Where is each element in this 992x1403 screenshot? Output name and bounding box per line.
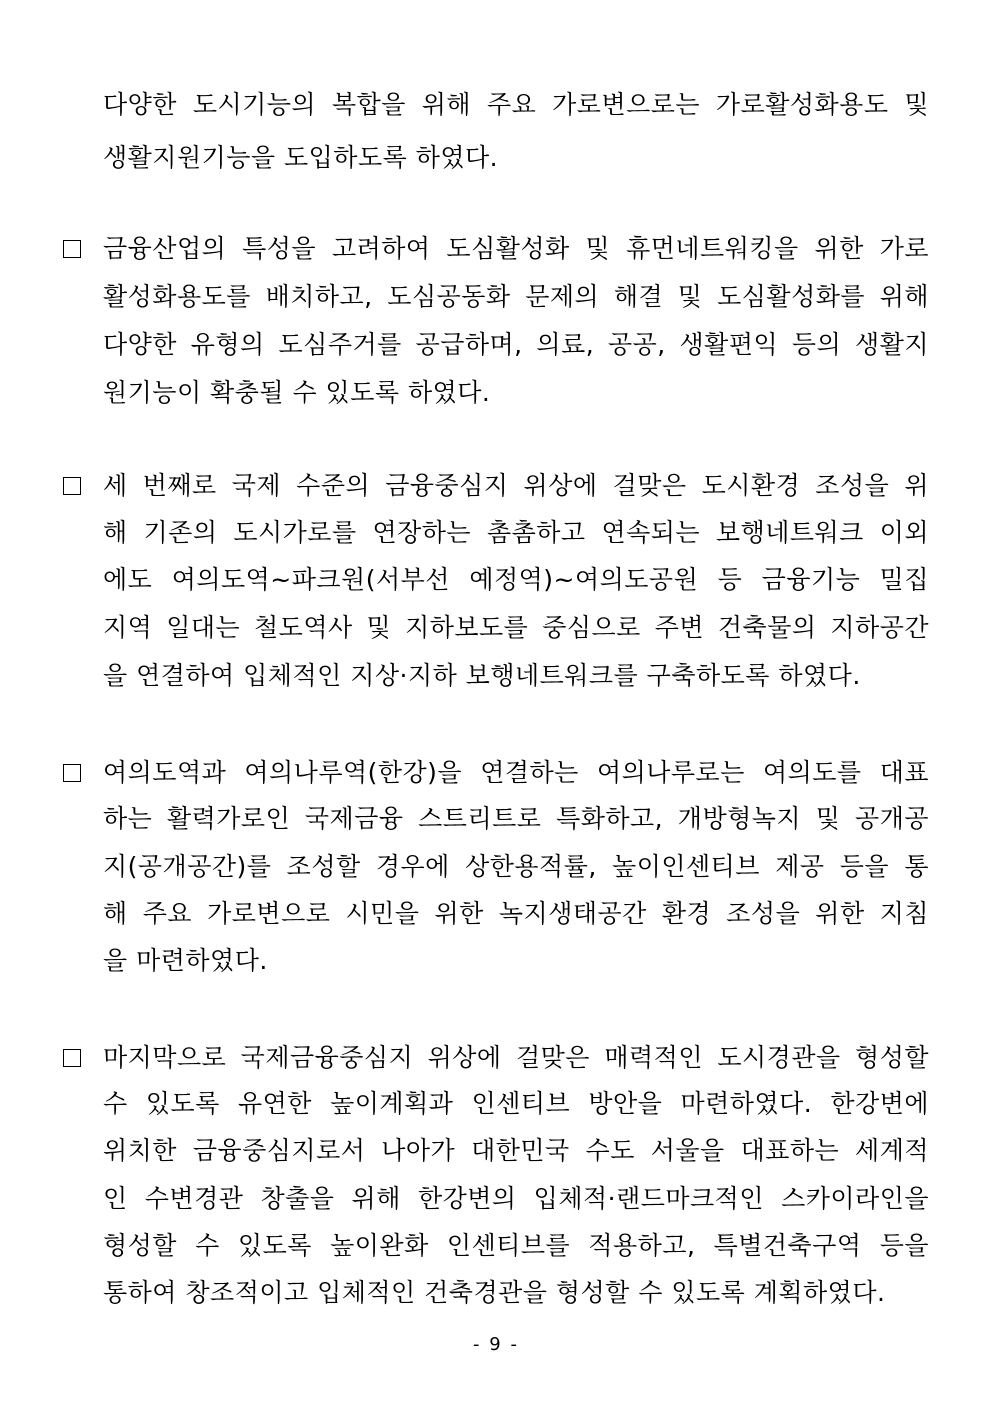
paragraph-line: 마지막으로 국제금융중심지 위상에 걸맞은 매력적인 도시경관을 형성할 [103,1043,929,1072]
paragraph-line: 다양한 유형의 도심주거를 공급하며, 의료, 공공, 생활편익 등의 생활지 [103,330,929,359]
paragraph-line: 통하여 창조적이고 입체적인 건축경관을 형성할 수 있도록 계획하였다. [103,1278,886,1307]
checkbox-bullet [63,764,81,782]
paragraph-line: 해 주요 가로변으로 시민을 위한 녹지생태공간 환경 조성을 위한 지침 [103,899,929,928]
paragraph-line: 에도 여의도역~파크원(서부선 예정역)~여의도공원 등 금융기능 밀집 [103,565,929,594]
paragraph-line: 형성할 수 있도록 높이완화 인센티브를 적용하고, 특별건축구역 등을 [103,1231,929,1260]
paragraph-line: 지(공개공간)를 조성할 경우에 상한용적률, 높이인센티브 제공 등을 통 [103,852,929,881]
paragraph-line: 원기능이 확충될 수 있도록 하였다. [103,378,491,407]
paragraph-line: 수 있도록 유연한 높이계획과 인센티브 방안을 마련하였다. 한강변에 [103,1089,929,1118]
paragraph-line: 인 수변경관 창출을 위해 한강변의 입체적·랜드마크적인 스카이라인을 [103,1184,929,1213]
paragraph-line: 을 마련하였다. [103,946,268,975]
paragraph-line: 해 기존의 도시가로를 연장하는 촘촘하고 연속되는 보행네트워크 이외 [103,518,929,547]
checkbox-bullet [63,477,81,495]
paragraph-line: 하는 활력가로인 국제금융 스트리트로 특화하고, 개방형녹지 및 공개공 [103,804,929,833]
paragraph-line: 지역 일대는 철도역사 및 지하보도를 중심으로 주변 건축물의 지하공간 [103,613,929,642]
paragraph-line: 금융산업의 특성을 고려하여 도심활성화 및 휴먼네트워킹을 위한 가로 [103,234,929,263]
checkbox-bullet [63,1049,81,1067]
paragraph-line: 위치한 금융중심지로서 나아가 대한민국 수도 서울을 대표하는 세계적 [103,1136,929,1165]
paragraph-line: 생활지원기능을 도입하도록 하였다. [103,143,499,172]
checkbox-bullet [63,240,81,258]
paragraph-line: 여의도역과 여의나루역(한강)을 연결하는 여의나루로는 여의도를 대표 [103,758,929,787]
paragraph-line: 세 번째로 국제 수준의 금융중심지 위상에 걸맞은 도시환경 조성을 위 [103,471,929,500]
paragraph-line: 활성화용도를 배치하고, 도심공동화 문제의 해결 및 도심활성화를 위해 [103,282,929,311]
paragraph-line: 을 연결하여 입체적인 지상·지하 보행네트워크를 구축하도록 하였다. [103,661,861,690]
page-number: - 9 - [473,1334,519,1355]
paragraph-line: 다양한 도시기능의 복합을 위해 주요 가로변으로는 가로활성화용도 및 [103,90,929,119]
